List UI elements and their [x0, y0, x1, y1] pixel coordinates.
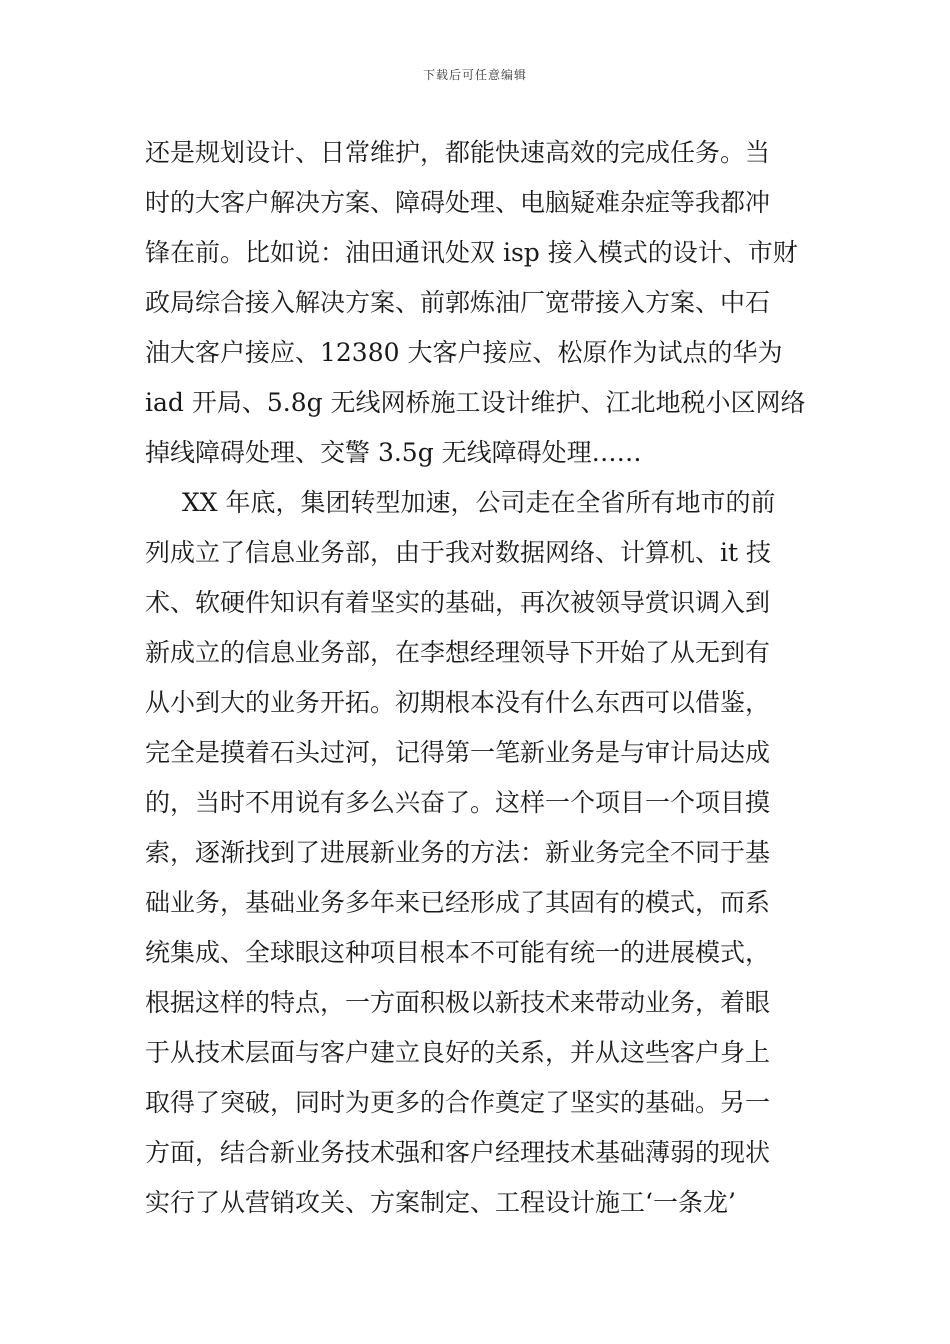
text-line: 的，当时不用说有多么兴奋了。这样一个项目一个项目摸 [145, 788, 771, 817]
text-line: 还是规划设计、日常维护，都能快速高效的完成任务。当 [145, 138, 771, 167]
text-line: 掉线障碍处理、交警 3.5g 无线障碍处理…… [145, 438, 642, 467]
text-line: 实行了从营销攻关、方案制定、工程设计施工‘一条龙’ [145, 1188, 736, 1217]
text-line: 根据这样的特点，一方面积极以新技术来带动业务，着眼 [145, 988, 771, 1017]
paragraph-1 [145, 128, 810, 478]
text-line: iad 开局、5.8g 无线网桥施工设计维护、江北地税小区网络 [145, 388, 806, 417]
page-header: 下载后可任意编辑 [422, 68, 527, 82]
text-line: 统集成、全球眼这种项目根本不可能有统一的进展模式， [145, 938, 771, 967]
text-line: XX 年底，集团转型加速，公司走在全省所有地市的前 [182, 488, 776, 517]
text-line: 油大客户接应、12380 大客户接应、松原作为试点的华为 [145, 338, 783, 367]
text-line: 锋在前。比如说：油田通讯处双 isp 接入模式的设计、市财 [145, 238, 798, 267]
text-line: 础业务，基础业务多年来已经形成了其固有的模式，而系 [145, 888, 771, 917]
text-line: 新成立的信息业务部，在李想经理领导下开始了从无到有 [145, 638, 771, 667]
paragraph-2 [145, 478, 810, 1228]
text-line: 于从技术层面与客户建立良好的关系，并从这些客户身上 [145, 1038, 771, 1067]
text-line: 从小到大的业务开拓。初期根本没有什么东西可以借鉴， [145, 688, 771, 717]
text-line: 索，逐渐找到了进展新业务的方法：新业务完全不同于基 [145, 838, 771, 867]
text-line: 政局综合接入解决方案、前郭炼油厂宽带接入方案、中石 [145, 288, 771, 317]
text-line: 时的大客户解决方案、障碍处理、电脑疑难杂症等我都冲 [145, 188, 771, 217]
document-body [145, 128, 810, 1228]
text-line: 取得了突破，同时为更多的合作奠定了坚实的基础。另一 [145, 1088, 771, 1117]
text-line: 完全是摸着石头过河，记得第一笔新业务是与审计局达成 [145, 738, 771, 767]
text-line: 方面，结合新业务技术强和客户经理技术基础薄弱的现状 [145, 1138, 771, 1167]
text-line: 术、软硬件知识有着坚实的基础，再次被领导赏识调入到 [145, 588, 771, 617]
text-line: 列成立了信息业务部，由于我对数据网络、计算机、it 技 [145, 538, 771, 567]
